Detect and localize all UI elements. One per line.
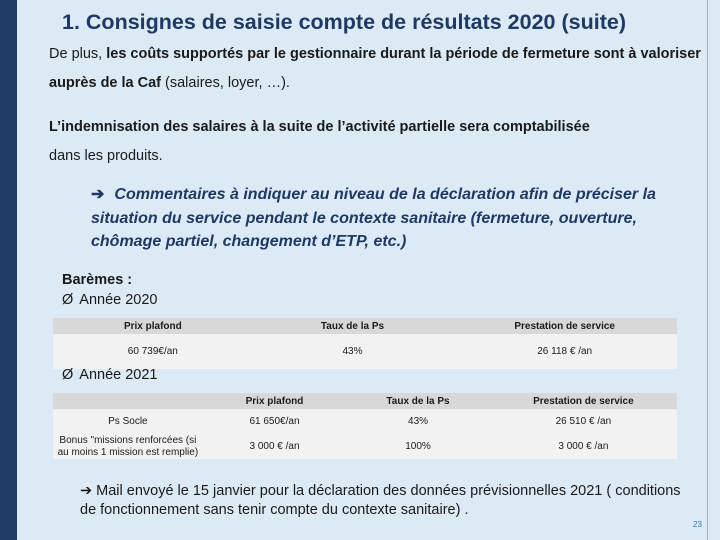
note-text: Mail envoyé le 15 janvier pour la déclaration des données prévisionnelles 2021 ( conditions de fonctionnement sans tenir compte du contexte sanitaire) . bbox=[80, 483, 681, 518]
table-cell: 26 510 € /an bbox=[490, 409, 677, 434]
callout-text: Commentaires à indiquer au niveau de la déclaration afin de préciser la situation du service pendant le contexte sanitaire (fermeture, ouverture, chômage partiel, changement d’ETP, etc.) bbox=[91, 186, 656, 250]
table-header bbox=[53, 393, 203, 409]
table-cell: 3 000 € /an bbox=[203, 434, 347, 459]
table-header: Taux de la Ps bbox=[346, 393, 490, 409]
table-header: Prestation de service bbox=[490, 393, 677, 409]
year-2021-item bbox=[62, 367, 158, 383]
paragraph-indemnification-bold: L’indemnisation des salaires à la suite de l’activité partielle sera comptabilisée bbox=[49, 119, 590, 135]
table-cell: 43% bbox=[346, 409, 490, 434]
table-header: Taux de la Ps bbox=[253, 318, 453, 334]
arrow-right-icon: ➔ bbox=[91, 186, 105, 203]
table-cell: 3 000 € /an bbox=[490, 434, 677, 459]
table-2020 bbox=[53, 318, 677, 369]
page-number: 23 bbox=[693, 520, 702, 529]
paragraph-costs-end: (salaires, loyer, …). bbox=[161, 75, 290, 91]
paragraph-costs bbox=[49, 40, 704, 98]
paragraph-costs-start: De plus, bbox=[49, 46, 107, 62]
table-2021 bbox=[53, 393, 677, 459]
table-header: Prestation de service bbox=[452, 318, 677, 334]
right-border-line bbox=[707, 0, 708, 540]
table-header: Prix plafond bbox=[203, 393, 347, 409]
year-2021-label: Année 2021 bbox=[79, 367, 158, 383]
table-cell: 100% bbox=[346, 434, 490, 459]
table-cell: 61 650€/an bbox=[203, 409, 347, 434]
bullet-arrow-icon: Ø bbox=[62, 292, 74, 308]
table-row bbox=[53, 334, 677, 369]
note-email bbox=[80, 482, 700, 520]
left-accent-bar bbox=[0, 0, 17, 540]
year-2020-item bbox=[62, 292, 158, 308]
table-cell: Bonus "missions renforcées (si au moins 1 mission est remplie) bbox=[53, 434, 203, 459]
scales-label: Barèmes : bbox=[62, 272, 133, 288]
table-cell: 60 739€/an bbox=[53, 334, 253, 369]
table-header-row bbox=[53, 393, 677, 409]
table-header: Prix plafond bbox=[53, 318, 253, 334]
callout-comments bbox=[91, 183, 691, 254]
table-cell: 43% bbox=[253, 334, 453, 369]
table-cell: 26 118 € /an bbox=[452, 334, 677, 369]
paragraph-costs-bold: les coûts supportés par le gestionnaire durant la période de fermeture sont à valoriser auprès de la Caf bbox=[49, 46, 701, 91]
slide-title: 1. Consignes de saisie compte de résultats 2020 (suite) bbox=[62, 10, 626, 34]
paragraph-indemnification-end: dans les produits. bbox=[49, 148, 163, 164]
bullet-arrow-icon: Ø bbox=[62, 367, 74, 383]
table-row bbox=[53, 409, 677, 434]
paragraph-indemnification bbox=[49, 113, 704, 171]
table-row bbox=[53, 434, 677, 459]
arrow-right-icon: ➔ bbox=[80, 483, 93, 499]
table-header-row bbox=[53, 318, 677, 334]
table-cell: Ps Socle bbox=[53, 409, 203, 434]
year-2020-label: Année 2020 bbox=[79, 292, 158, 308]
